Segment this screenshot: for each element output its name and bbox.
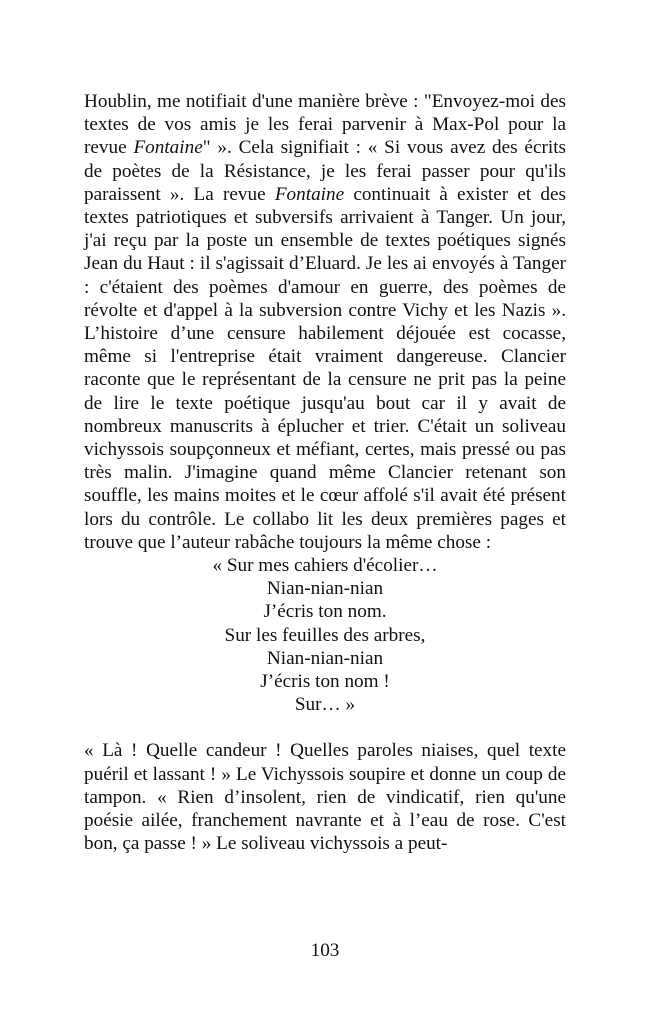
paragraph-1-segment-3: continuait à exister et des textes patriotiques et subversifs arrivaient à Tanger. Un jour, j'ai reçu par la poste un ensemble de textes poétiques signés Jean du Haut : il s'agissait d’Eluard. Je les ai envoyés à Tanger : c'étaient des poèmes d'amour en guerre, des poèmes de révolte et d'appel à la subversion contre Vichy et les Nazis ». L’histoire d’une censure habilement déjouée est cocasse, même si l'entreprise était vraiment dangereuse. Clancier raconte que le représentant de la censure ne prit pas la peine de lire le texte poétique jusqu'au bout car il y avait de nombreux manuscrits à éplucher et trier. C'était un soliveau vichyssois soupçonneux et méfiant, certes, mais pressé ou pas très malin. J'imagine quand même Clancier retenant son souffle, les mains moites et le cœur affolé s'il avait été présent lors du contrôle. Le collabo lit les deux premières pages et trouve que l’auteur rabâche toujours la même chose : [84,183,566,553]
poem-line: J’écris ton nom ! [260,671,390,693]
poem-line: Sur… » [294,694,356,716]
book-page [84,90,566,856]
paragraph-1-segment-2: " ». Cela signifiait : « Si vous avez des écrits de poètes de la Résistance, je les ferai passer pour qu'ils paraissent ». La revue [84,137,566,205]
quoted-poem [84,554,566,716]
poem-line: « Sur mes cahiers d'écolier… [212,555,438,577]
poem-line: J’écris ton nom. [263,601,387,623]
paragraph-2: « Là ! Quelle candeur ! Quelles paroles niaises, quel texte puéril et lassant ! » Le Vichyssois soupire et donne un coup de tampon. « Rien d’insolent, rien de vindicatif, rien qu'une poésie ailée, franchement navrante et à l’eau de rose. C'est bon, ça passe ! » Le soliveau vichyssois a peut- [84,740,566,855]
poem-line: Nian-nian-nian [266,578,384,600]
journal-title-fontaine-2: Fontaine [274,183,345,205]
blank-line [84,716,566,739]
paragraph-1 [84,90,566,554]
poem-line: Sur les feuilles des arbres, [224,624,426,646]
page-number: 103 [310,940,340,961]
poem-line: Nian-nian-nian [266,647,384,669]
journal-title-fontaine: Fontaine [133,137,203,159]
paragraph-1-segment-1: Houblin, me notifiait d'une manière brève : "Envoyez-moi des textes de vos amis je les ferai parvenir à Max-Pol pour la revue [84,91,566,159]
